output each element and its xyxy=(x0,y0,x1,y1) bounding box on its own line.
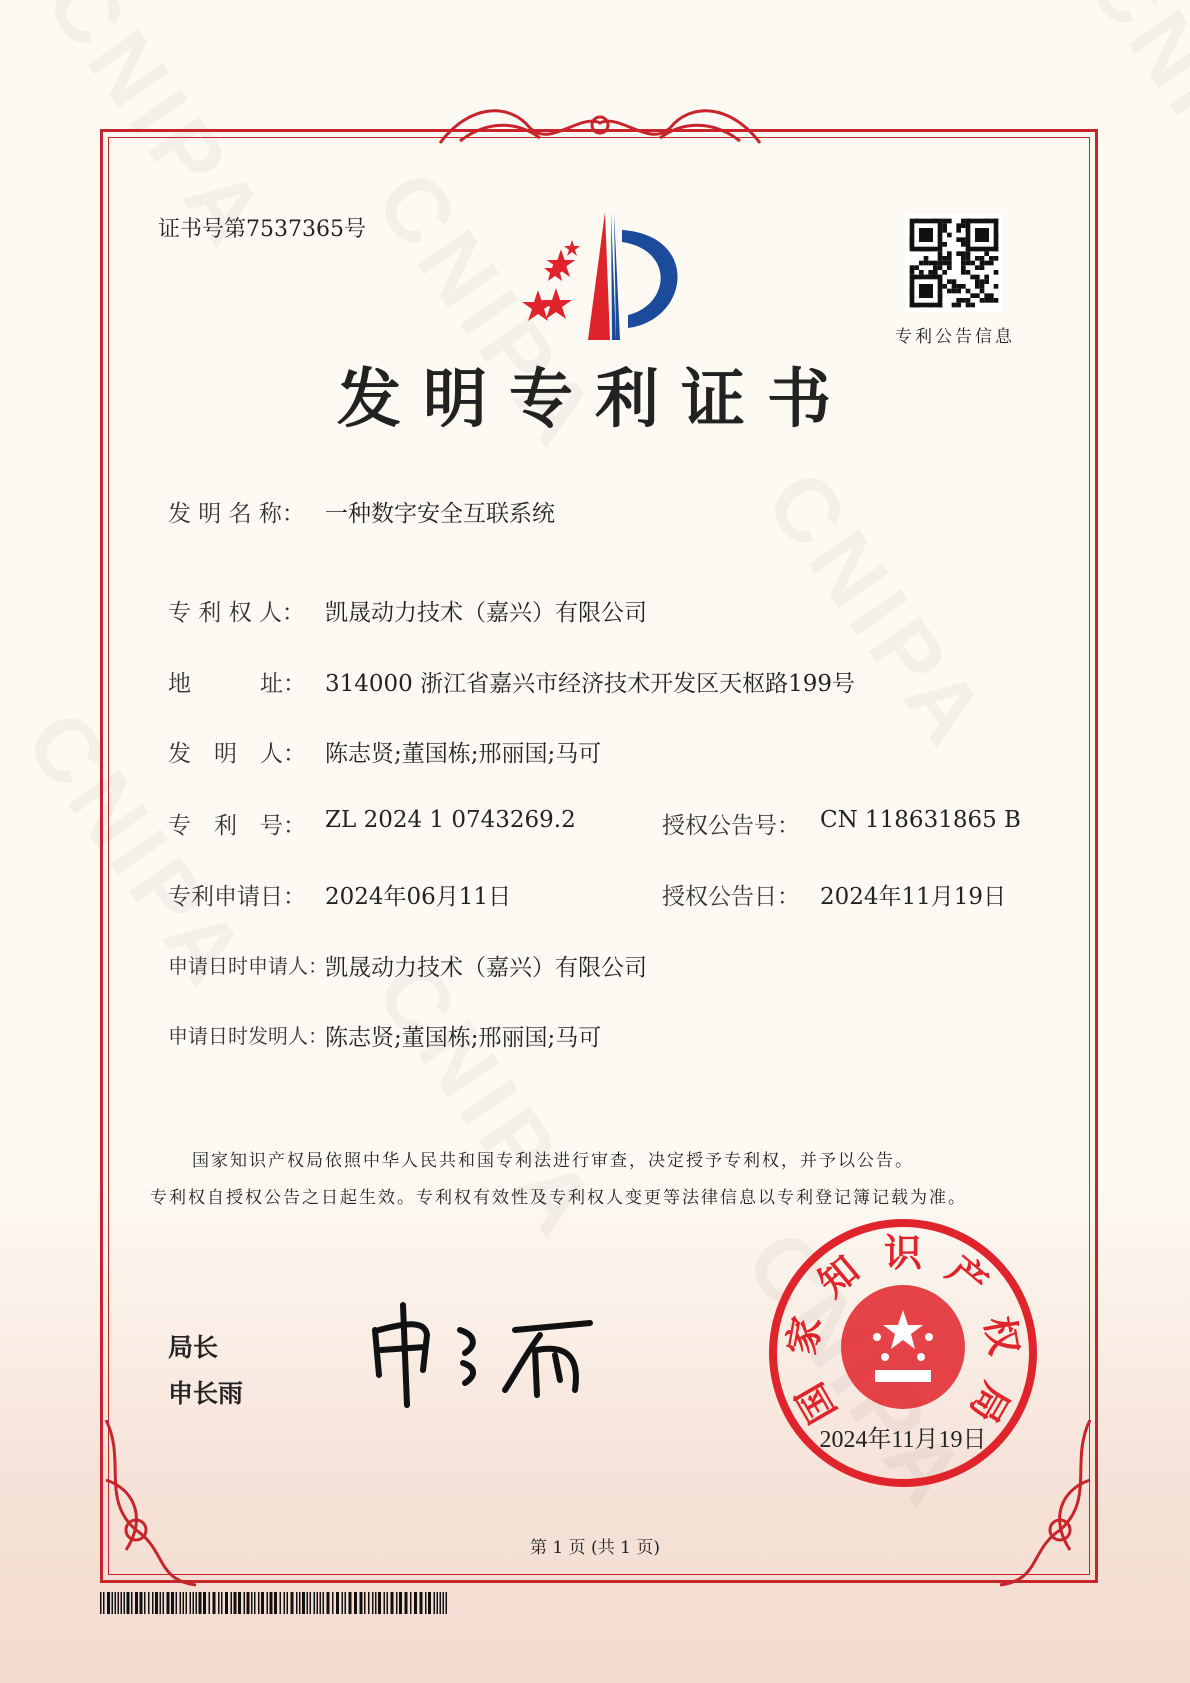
corner-ornament-left xyxy=(96,1420,206,1590)
qr-caption: 专利公告信息 xyxy=(895,327,1015,347)
page-footer: 第 1 页 (共 1 页) xyxy=(530,1538,660,1558)
field-label-address: 地 址： xyxy=(168,671,306,697)
seal-character: 国 xyxy=(787,1375,845,1431)
field-value-address: 314000 浙江省嘉兴市经济技术开发区天枢路199号 xyxy=(325,671,856,697)
seal-character: 识 xyxy=(883,1231,923,1275)
field-value-inventors-at-filing: 陈志贤;董国栋;邢丽国;马可 xyxy=(325,1025,602,1051)
top-ornament xyxy=(430,103,770,153)
statement-line-1: 国家知识产权局依照中华人民共和国专利法进行审查，决定授予专利权，并予以公告。 xyxy=(192,1151,914,1171)
field-label-grant-pub-number: 授权公告号： xyxy=(662,813,800,839)
qr-code[interactable] xyxy=(905,214,1003,312)
signature xyxy=(365,1295,620,1410)
field-label-applicant-at-filing: 申请日时申请人： xyxy=(168,954,328,978)
field-value-applicant-at-filing: 凯晟动力技术（嘉兴）有限公司 xyxy=(325,955,647,981)
seal-character: 知 xyxy=(810,1247,868,1306)
field-label-invention-name: 发 明 名 称： xyxy=(168,501,305,527)
field-label-filing-date: 专利申请日： xyxy=(168,884,306,910)
signatory-name: 申长雨 xyxy=(168,1379,244,1408)
field-value-invention-name: 一种数字安全互联系统 xyxy=(325,501,555,527)
field-label-patent-number: 专 利 号： xyxy=(168,813,306,839)
seal-character: 权 xyxy=(976,1313,1027,1359)
field-value-grant-pub-number: CN 118631865 B xyxy=(820,807,1021,833)
seal-character: 局 xyxy=(961,1375,1019,1431)
field-value-inventors: 陈志贤;董国栋;邢丽国;马可 xyxy=(325,741,602,767)
field-value-filing-date: 2024年06月11日 xyxy=(325,884,512,910)
field-label-patentee: 专 利 权 人： xyxy=(168,600,305,626)
field-value-patentee: 凯晟动力技术（嘉兴）有限公司 xyxy=(325,600,647,626)
signatory-title: 局长 xyxy=(168,1333,219,1362)
field-label-inventors: 发 明 人： xyxy=(168,741,306,767)
seal-character: 家 xyxy=(779,1313,830,1359)
certificate-number: 证书号第7537365号 xyxy=(158,217,366,242)
statement-line-2: 专利权自授权公告之日起生效。专利权有效性及专利权人变更等法律信息以专利登记簿记载为准。 xyxy=(150,1188,967,1208)
field-value-grant-pub-date: 2024年11月19日 xyxy=(820,884,1007,910)
cnipa-logo xyxy=(510,210,690,345)
field-value-patent-number: ZL 2024 1 0743269.2 xyxy=(325,807,576,833)
document-title: 发明专利证书 xyxy=(337,363,853,437)
barcode xyxy=(100,1592,450,1614)
field-label-grant-pub-date: 授权公告日： xyxy=(662,884,800,910)
seal-character: 产 xyxy=(938,1247,996,1306)
corner-ornament-right xyxy=(990,1420,1100,1590)
seal-date: 2024年11月19日 xyxy=(819,1427,987,1453)
field-label-inventors-at-filing: 申请日时发明人： xyxy=(168,1024,328,1048)
